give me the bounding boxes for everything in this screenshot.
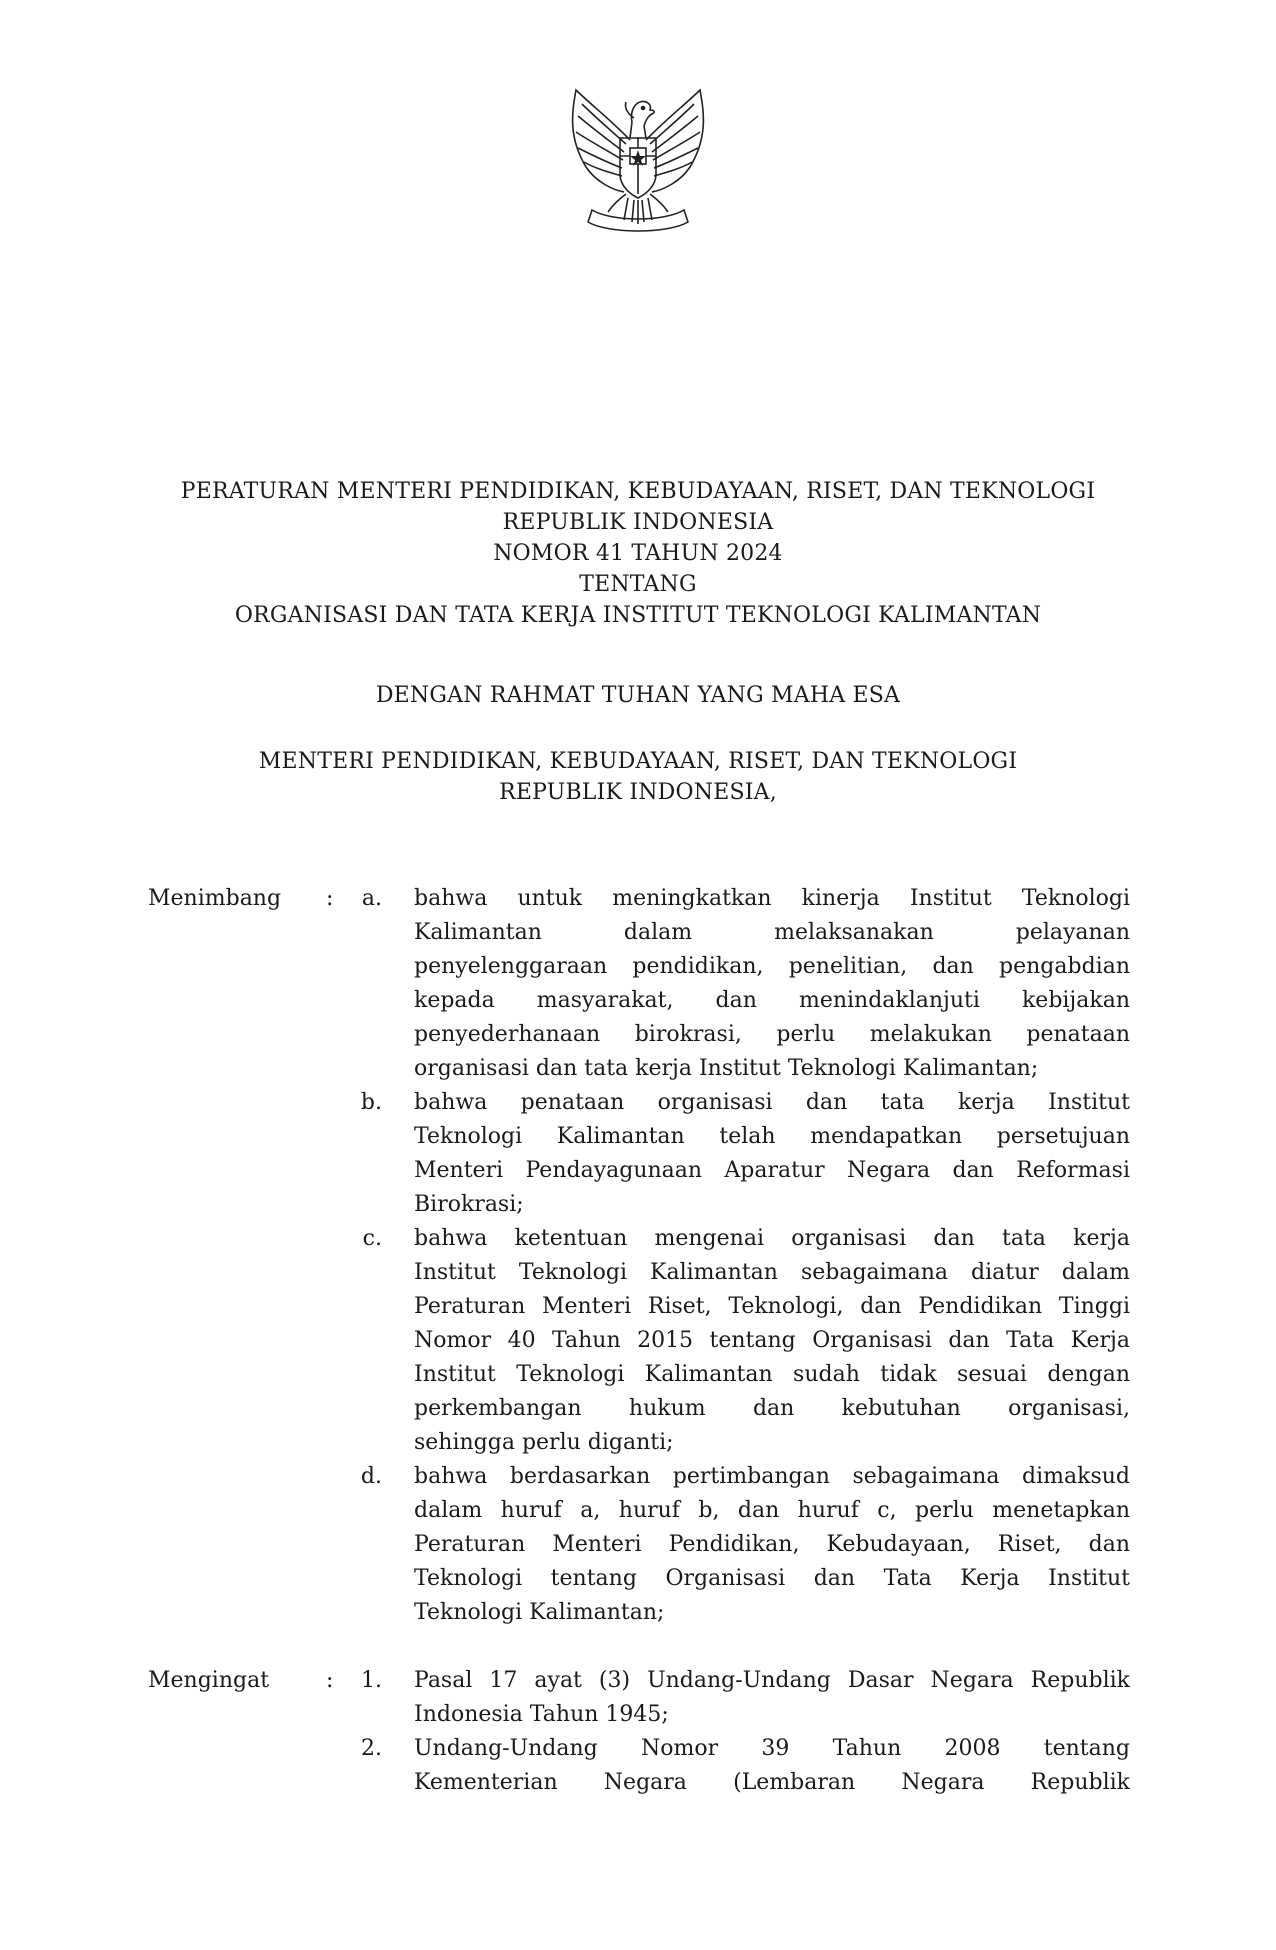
item-marker: a. [361,886,382,911]
rahmat-line [100,680,1176,711]
regulation-title [100,476,1176,631]
item-text [414,882,1130,1086]
title-line-3: NOMOR 41 TAHUN 2024 [493,541,783,566]
menteri-line-1: MENTERI PENDIDIKAN, KEBUDAYAAN, RISET, DAN TEKNOLOGI [258,749,1018,774]
item-text [414,1732,1130,1800]
title-line-4: TENTANG [579,572,697,597]
item-marker: c. [362,1226,382,1251]
text-line: Institut Teknologi Kalimantan sudah tidak sesuai dengan [414,1362,1130,1387]
text-line: Undang-Undang Nomor 39 Tahun 2008 tentang [414,1736,1130,1761]
mengingat-colon: : [326,1668,334,1693]
text-line: Nomor 40 Tahun 2015 tentang Organisasi dan Tata Kerja [414,1328,1130,1353]
item-marker: 2. [361,1736,382,1761]
text-line: Kementerian Negara (Lembaran Negara Republik [414,1770,1130,1795]
item-marker: d. [360,1464,382,1489]
text-line: Indonesia Tahun 1945; [414,1702,669,1727]
text-line: Teknologi Kalimantan; [414,1600,665,1625]
text-line: sehingga perlu diganti; [414,1430,674,1455]
mengingat-label: Mengingat [148,1668,270,1693]
text-line: Peraturan Menteri Pendidikan, Kebudayaan, Riset, dan [414,1532,1130,1557]
text-line: Teknologi tentang Organisasi dan Tata Kerja Institut [414,1566,1130,1591]
text-line: dalam huruf a, huruf b, dan huruf c, perlu menetapkan [414,1498,1130,1523]
text-line: penyederhanaan birokrasi, perlu melakukan penataan [414,1022,1130,1047]
item-marker: 1. [361,1668,382,1693]
menteri-heading [100,746,1176,808]
text-line: Teknologi Kalimantan telah mendapatkan persetujuan [414,1124,1130,1149]
text-line: Menteri Pendayagunaan Aparatur Negara dan Reformasi [414,1158,1130,1183]
item-text [414,1664,1130,1732]
text-line: Peraturan Menteri Riset, Teknologi, dan Pendidikan Tinggi [414,1294,1130,1319]
text-line: Kalimantan dalam melaksanakan pelayanan [414,920,1130,945]
text-line: perkembangan hukum dan kebutuhan organisasi, [414,1396,1130,1421]
item-text [414,1086,1130,1222]
menimbang-colon: : [326,886,334,911]
title-line-2: REPUBLIK INDONESIA [502,510,774,535]
menteri-line-2: REPUBLIK INDONESIA, [499,780,777,805]
text-line: Pasal 17 ayat (3) Undang-Undang Dasar Negara Republik [414,1668,1130,1693]
item-text [414,1222,1130,1460]
text-line: Birokrasi; [414,1192,524,1217]
text-line: Institut Teknologi Kalimantan sebagaimana diatur dalam [414,1260,1130,1285]
rahmat-text: DENGAN RAHMAT TUHAN YANG MAHA ESA [375,683,901,708]
item-text [414,1460,1130,1630]
text-line: penyelenggaraan pendidikan, penelitian, dan pengabdian [414,954,1130,979]
item-marker: b. [360,1090,382,1115]
menimbang-label: Menimbang [148,886,282,911]
text-line: organisasi dan tata kerja Institut Teknologi Kalimantan; [414,1056,1039,1081]
text-line: bahwa berdasarkan pertimbangan sebagaimana dimaksud [414,1464,1130,1489]
title-line-1: PERATURAN MENTERI PENDIDIKAN, KEBUDAYAAN, RISET, DAN TEKNOLOGI [180,479,1096,504]
text-line: bahwa ketentuan mengenai organisasi dan tata kerja [414,1226,1130,1251]
garuda-emblem-icon [558,82,718,242]
text-line: bahwa untuk meningkatkan kinerja Institut Teknologi [414,886,1130,911]
title-line-5: ORGANISASI DAN TATA KERJA INSTITUT TEKNOLOGI KALIMANTAN [234,603,1042,628]
text-line: bahwa penataan organisasi dan tata kerja Institut [414,1090,1130,1115]
text-line: kepada masyarakat, dan menindaklanjuti kebijakan [414,988,1130,1013]
